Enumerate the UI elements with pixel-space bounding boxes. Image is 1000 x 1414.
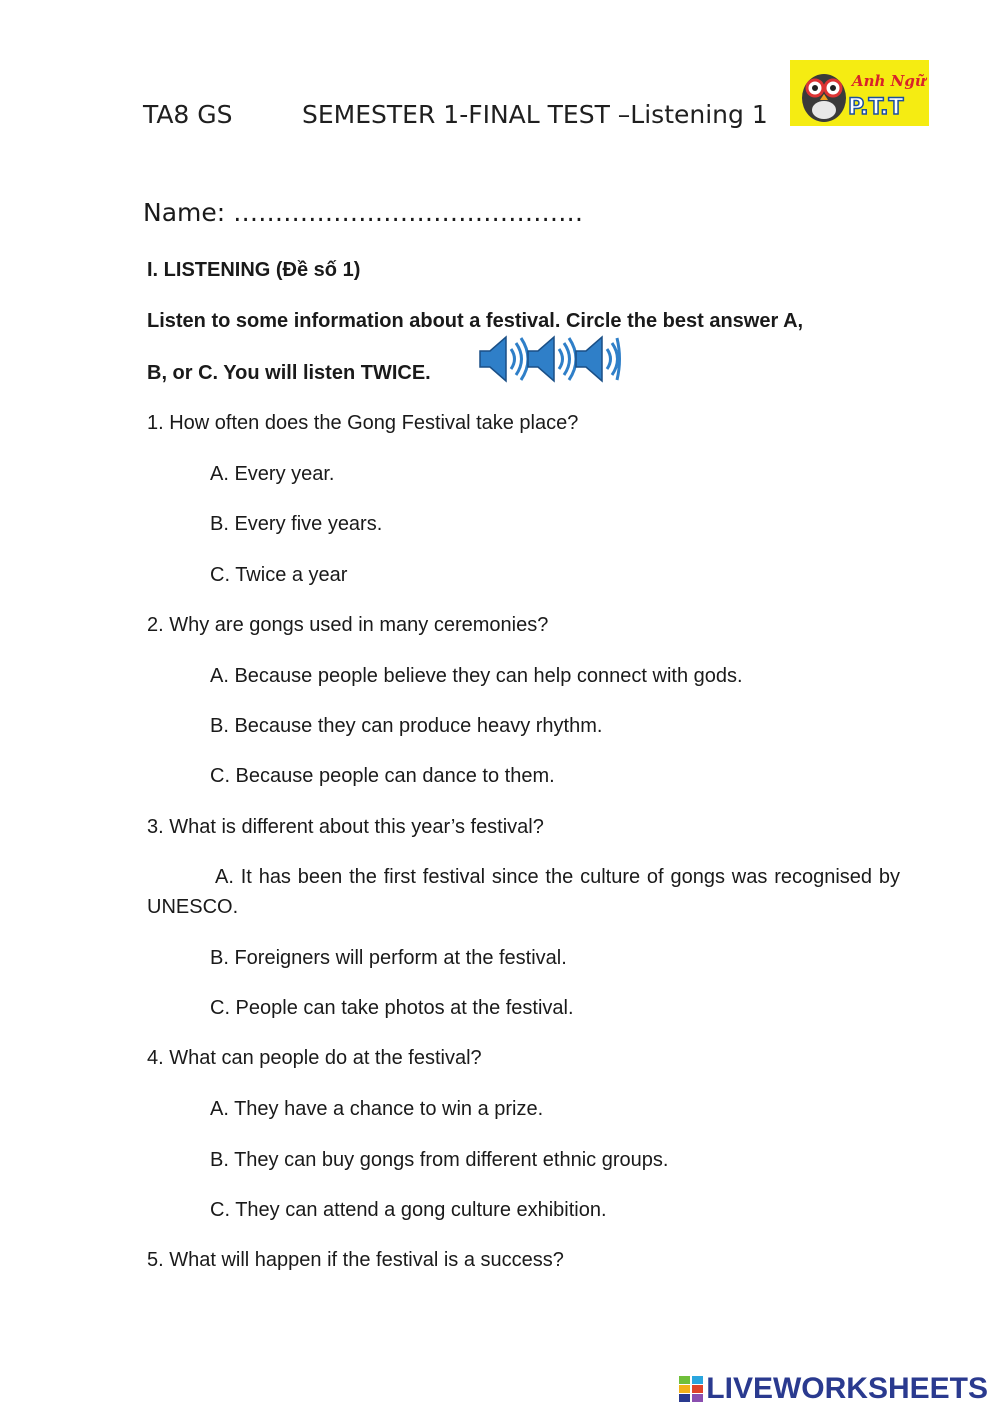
q3-option-c[interactable]: C. People can take photos at the festival. (210, 997, 574, 1019)
q1-option-a[interactable]: A. Every year. (210, 463, 335, 485)
instruction-line-2: B, or C. You will listen TWICE. (147, 362, 431, 384)
q2-option-c[interactable]: C. Because people can dance to them. (210, 765, 555, 787)
question-3: 3. What is different about this year’s festival? (147, 816, 544, 838)
q4-option-b[interactable]: B. They can buy gongs from different ethnic groups. (210, 1149, 669, 1171)
q3-option-a[interactable]: A. It has been the first festival since the culture of gongs was recognised by UNESCO. (147, 866, 900, 918)
q1-option-b[interactable]: B. Every five years. (210, 513, 383, 535)
footer-brand-text: LIVEWORKSHEETS (706, 1372, 988, 1405)
question-1: 1. How often does the Gong Festival take place? (147, 412, 579, 434)
question-2: 2. Why are gongs used in many ceremonies? (147, 614, 549, 636)
q2-option-a[interactable]: A. Because people believe they can help connect with gods. (210, 665, 743, 687)
owl-icon (790, 60, 929, 126)
q1-option-c[interactable]: C. Twice a year (210, 564, 348, 586)
audio-player[interactable] (476, 333, 626, 390)
page-title: SEMESTER 1-FINAL TEST –Listening 1 (302, 100, 768, 129)
liveworksheets-logo-icon (679, 1376, 703, 1402)
speaker-icon[interactable] (480, 337, 528, 381)
q4-option-c[interactable]: C. They can attend a gong culture exhibition. (210, 1199, 607, 1221)
speaker-icon[interactable] (576, 337, 620, 381)
logo-text-top: Anh Ngữ (852, 72, 926, 90)
section-heading: I. LISTENING (Đề số 1) (147, 259, 361, 281)
name-field[interactable]: Name: …………………………………… (143, 198, 584, 227)
q4-option-a[interactable]: A. They have a chance to win a prize. (210, 1098, 544, 1120)
q2-option-b[interactable]: B. Because they can produce heavy rhythm. (210, 715, 603, 737)
q3-option-b[interactable]: B. Foreigners will perform at the festival. (210, 947, 567, 969)
test-code: TA8 GS (143, 100, 233, 129)
instruction-line-1: Listen to some information about a festival. Circle the best answer A, (147, 310, 804, 332)
question-5: 5. What will happen if the festival is a success? (147, 1249, 564, 1271)
logo-text-bottom: P.T.T (848, 95, 904, 120)
question-4: 4. What can people do at the festival? (147, 1047, 482, 1069)
liveworksheets-brand[interactable] (679, 1372, 988, 1406)
school-logo (790, 60, 929, 126)
speaker-icon[interactable] (528, 337, 576, 381)
